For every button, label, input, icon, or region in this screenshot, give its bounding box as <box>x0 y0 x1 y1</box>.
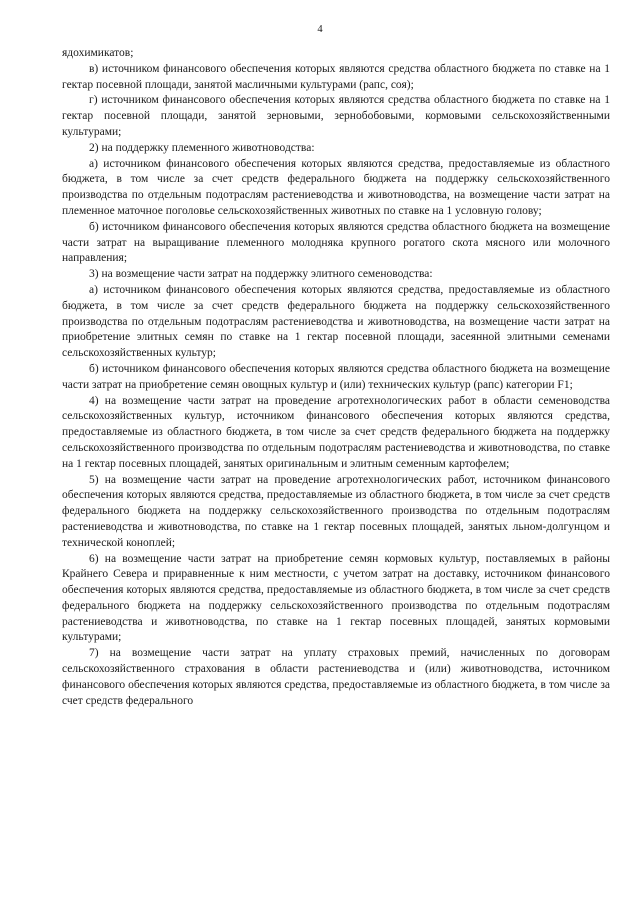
paragraph-item-6: 6) на возмещение части затрат на приобретение семян кормовых культур, поставляемых в районы Крайнего Севера и приравненные к ним местности, с учетом затрат на доставку, источником финансового обеспечения которых являются средства, предоставляемые из областного бюджета, в том числе за счет средств федерального бюджета на поддержку сельскохозяйственного производства по отдельным подотраслям растениеводства и животноводства, по ставке на 1 гектар посевных площадей, занятых кормовыми культурами; <box>62 552 610 644</box>
paragraph-item-2b: б) источником финансового обеспечения которых являются средства областного бюджета на возмещение части затрат на выращивание племенного молодняка крупного рогатого скота мясного или молочного направления; <box>62 220 610 265</box>
paragraph-item-2: 2) на поддержку племенного животноводства: <box>89 141 315 154</box>
paragraph-item-3a: а) источником финансового обеспечения которых являются средства, предоставляемые из областного бюджета, в том числе за счет средств федерального бюджета на поддержку сельскохозяйственного производства по отдельным подотраслям растениеводства и животноводства, на возмещение части затрат на приобретение элитных семян по ставке на 1 гектар посевной площади, засеянной элитными семенами сельскохозяйственных культур; <box>62 283 610 360</box>
page-number: 4 <box>317 24 323 35</box>
paragraph-item-v: в) источником финансового обеспечения которых являются средства областного бюджета по ставке на 1 гектар посевной площади, занятой масличными культурами (рапс, соя); <box>62 62 610 91</box>
paragraph-continuation: ядохимикатов; <box>62 47 134 59</box>
paragraph-item-5: 5) на возмещение части затрат на проведение агротехнологических работ, источником финансового обеспечения которых являются средства, предоставляемые из областного бюджета, в том числе за счет средств федерального бюджета на поддержку сельскохозяйственного производства по отдельным подотраслям растениеводства и животноводства, по ставке на 1 гектар посевных площадей, занятых льном-долгунцом и технической коноплей; <box>62 473 610 549</box>
paragraph-item-2a: а) источником финансового обеспечения которых являются средства, предоставляемые из областного бюджета, в том числе за счет средств федерального бюджета на поддержку сельскохозяйственного производства по отдельным подотраслям растениеводства и животноводства, на возмещение части затрат на племенное маточное поголовье сельскохозяйственных животных по ставке на 1 условную голову; <box>62 157 610 217</box>
document-body <box>62 46 610 709</box>
paragraph-item-3: 3) на возмещение части затрат на поддержку элитного семеноводства: <box>89 268 433 281</box>
paragraph-item-g: г) источником финансового обеспечения которых являются средства областного бюджета по ставке на 1 гектар посевной площади, занятой зерновыми, зернобобовыми, кормовыми сельскохозяйственными культурами; <box>62 94 610 138</box>
paragraph-item-3b: б) источником финансового обеспечения которых являются средства областного бюджета на возмещение части затрат на приобретение семян овощных культур и (или) технических культур (рапс) категории F1; <box>62 362 610 391</box>
paragraph-item-4: 4) на возмещение части затрат на проведение агротехнологических работ в области семеноводства сельскохозяйственных культур, источником финансового обеспечения которых являются средства, предоставляемые из областного бюджета, в том числе за счет средств федерального бюджета на поддержку сельскохозяйственного производства по отдельным подотраслям растениеводства и животноводства, по ставке на 1 гектар посевных площадей, занятых оригинальным и элитным семенным картофелем; <box>62 394 610 470</box>
paragraph-item-7: 7) на возмещение части затрат на уплату страховых премий, начисленных по договорам сельскохозяйственного страхования в области растениеводства и (или) животноводства, источником финансового обеспечения которых являются средства, предоставляемые из областного бюджета, в том числе за счет средств федерального <box>62 647 610 707</box>
